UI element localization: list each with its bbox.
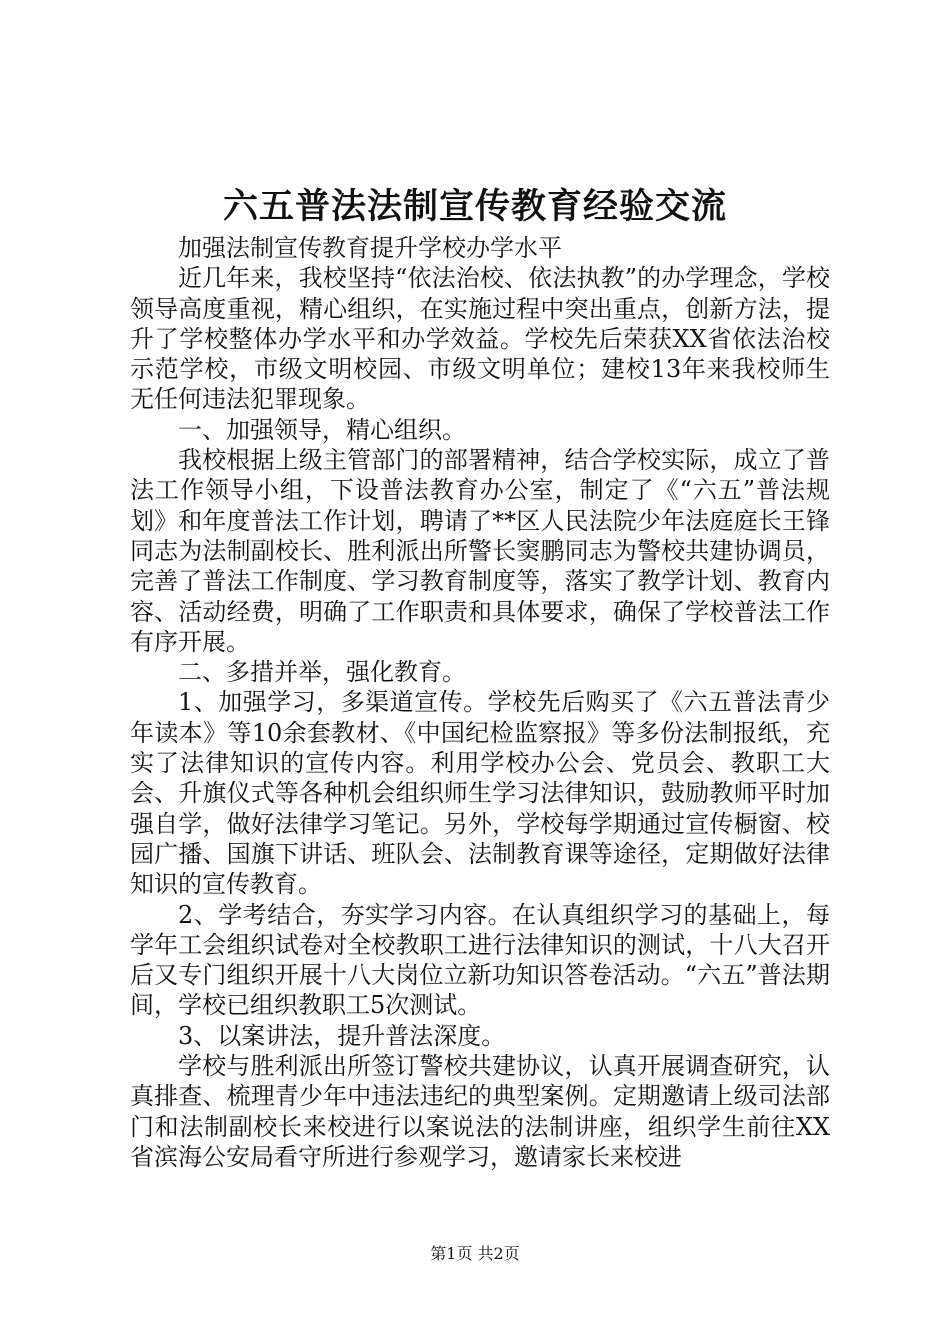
item-3-heading: 3、以案讲法，提升普法深度。	[178, 1021, 506, 1050]
intro-paragraph: 近几年来，我校坚持“依法治校、依法执教”的办学理念，学校领导高度重视，精心组织，在实施过程中突出重点，创新方法，提升了学校整体办学水平和办学效益。学校先后荣获XX省依法治校示范学校，市级文明校园、市级文明单位；建校13年来我校师生无任何违法犯罪现象。	[130, 264, 830, 414]
document-title: 六五普法法制宣传教育经验交流	[222, 186, 727, 227]
section-heading-2: 二、多措并举，强化教育。	[178, 658, 466, 687]
item-2-paragraph: 2、学考结合，夯实学习内容。在认真组织学习的基础上，每学年工会组织试卷对全校教职工进行法律知识的测试，十八大召开后又专门组织开展十八大岗位立新功知识答卷活动。“六五”普法期间，学校已组织教职工5次测试。	[130, 900, 830, 1020]
page-number-footer: 第1页 共2页	[430, 1244, 520, 1263]
section-heading-1: 一、加强领导，精心组织。	[178, 415, 466, 444]
section-1-paragraph: 我校根据上级主管部门的部署精神，结合学校实际，成立了普法工作领导小组，下设普法教育办公室，制定了《“六五”普法规划》和年度普法工作计划，聘请了**区人民法院少年法庭庭长王锋同志为法制副校长、胜利派出所警长窦鹏同志为警校共建协调员，完善了普法工作制度、学习教育制度等，落实了教学计划、教育内容、活动经费，明确了工作职责和具体要求，确保了学校普法工作有序开展。	[130, 446, 830, 656]
item-3-paragraph: 学校与胜利派出所签订警校共建协议，认真开展调查研究，认真排查、梳理青少年中违法违纪的典型案例。定期邀请上级司法部门和法制副校长来校进行以案说法的法制讲座，组织学生前往XX省滨海公安局看守所进行参观学习，邀请家长来校进	[130, 1052, 830, 1171]
document-body	[130, 233, 830, 1172]
subtitle-paragraph: 加强法制宣传教育提升学校办学水平	[178, 234, 562, 262]
item-1-paragraph: 1、加强学习，多渠道宣传。学校先后购买了《六五普法青少年读本》等10余套教材、《中国纪检监察报》等多份法制报纸，充实了法律知识的宣传内容。利用学校办公会、党员会、教职工大会、升旗仪式等各种机会组织师生学习法律知识，鼓励教师平时加强自学，做好法律学习笔记。另外，学校每学期通过宣传橱窗、校园广播、国旗下讲话、班队会、法制教育课等途径，定期做好法律知识的宣传教育。	[130, 688, 830, 899]
